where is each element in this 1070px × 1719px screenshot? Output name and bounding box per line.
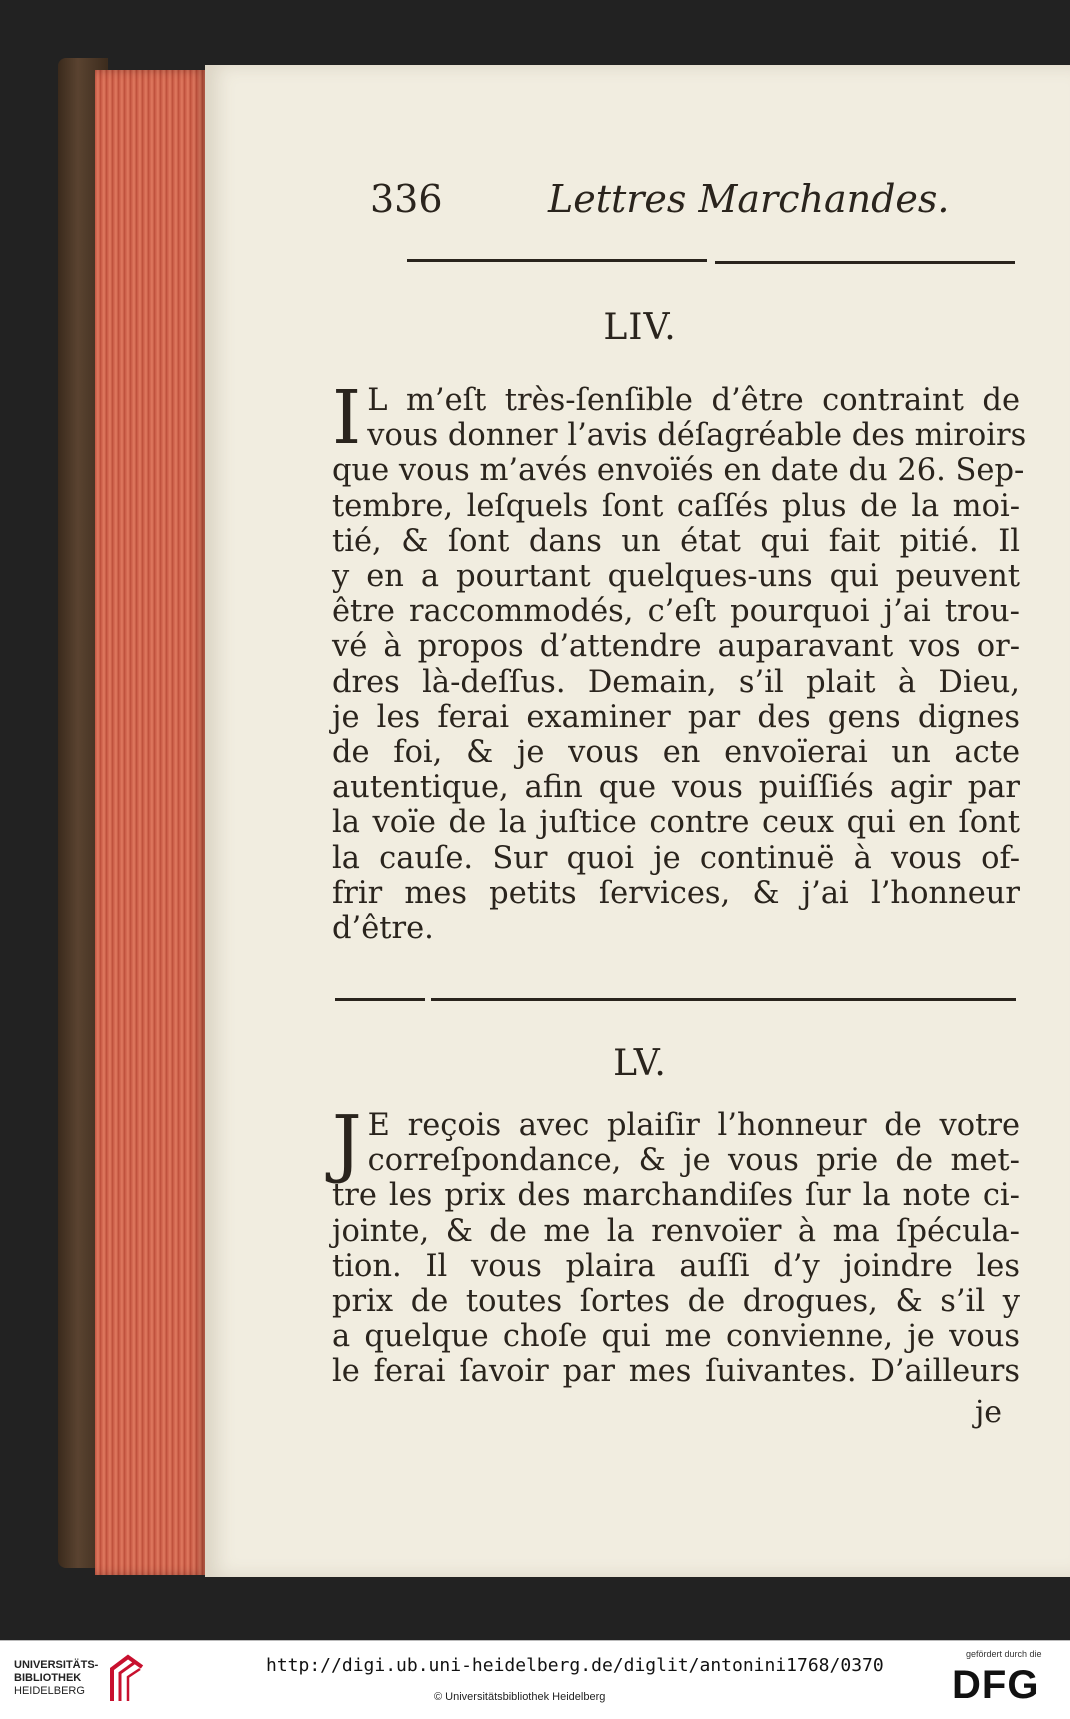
digitization-footer: [0, 1640, 1070, 1719]
header-rule-right: [715, 261, 1015, 264]
text-line: la voïe de la juſtice contre ceux qui en ſont: [332, 805, 1020, 841]
text-line: vous donner l’avis déſagréable des miroirs: [367, 418, 1027, 454]
book-page: [205, 65, 1070, 1577]
text-line: je les ferai examiner par des gens dignes: [332, 699, 1020, 735]
text-line: tié, & ſont dans un état qui fait pitié. Il: [332, 523, 1020, 559]
library-name: [14, 1659, 98, 1698]
letter-number-liv: LIV.: [603, 307, 677, 348]
catchword: je: [975, 1395, 1003, 1430]
letter-lv-body: [332, 1100, 1020, 1390]
running-title: Lettres Marchandes.: [548, 177, 950, 221]
text-line: dres là-deſſus. Demain, s’il plait à Dieu,: [332, 664, 1020, 700]
library-name-line: UNIVERSITÄTS-: [14, 1659, 99, 1671]
text-line: y en a pourtant quelques-uns qui peuvent: [332, 559, 1020, 595]
text-line: frir mes petits ſervices, & j’ai l’honneur: [332, 875, 1020, 911]
red-page-edges: [95, 70, 207, 1575]
text-line: être raccommodés, c’eſt pourquoi j’ai trou-: [332, 594, 1020, 630]
library-name-line: HEIDELBERG: [14, 1685, 85, 1697]
text-line: autentique, afin que vous puiſſiés agir par: [332, 770, 1020, 806]
text-line: d’être.: [332, 911, 434, 947]
text-line: L m’eſt très-ſenſible d’être contraint de: [367, 383, 1020, 418]
text-line: de foi, & je vous en envoïerai un acte: [332, 735, 1020, 771]
letter-number-lv: LV.: [613, 1043, 667, 1084]
copyright-notice: © Universitätsbibliothek Heidelberg: [434, 1691, 606, 1703]
text-line: tembre, leſquels ſont caſſés plus de la moi-: [332, 488, 1020, 524]
funded-by-label: gefördert durch die: [966, 1649, 1042, 1659]
library-logo-icon: [108, 1653, 146, 1705]
text-line: prix de toutes ſortes de drogues, & s’il y: [332, 1284, 1020, 1320]
text-line: tre les prix des marchandiſes ſur la note ci-: [332, 1178, 1020, 1214]
letter-liv-body: [332, 375, 1027, 947]
dfg-logo: DFG: [952, 1663, 1040, 1707]
text-line: vé à propos d’attendre auparavant vos or-: [332, 629, 1020, 665]
text-line: correſpondance, & je vous prie de met-: [367, 1143, 1020, 1179]
text-line: E reçois avec plaiſir l’honneur de votre: [367, 1108, 1020, 1143]
text-line: a quelque choſe qui me convienne, je vous: [332, 1319, 1020, 1355]
header-rule-left: [407, 259, 707, 262]
running-head: [370, 177, 1050, 237]
separator-rule-left: [335, 998, 425, 1001]
dropcap-j: J: [332, 1100, 362, 1186]
text-line: tion. Il vous plaira auſſi d’y joindre les: [332, 1248, 1020, 1284]
text-line: la cauſe. Sur quoi je continuë à vous of-: [332, 840, 1020, 876]
text-line: le ferai ſavoir par mes ſuivantes. D’ailleurs: [332, 1354, 1020, 1390]
library-name-line: BIBLIOTHEK: [14, 1672, 82, 1684]
page-number: 336: [370, 177, 443, 221]
dropcap-i: I: [332, 375, 362, 461]
permalink-url[interactable]: http://digi.ub.uni-heidelberg.de/diglit/antonini1768/0370: [266, 1655, 884, 1676]
separator-rule-right: [431, 998, 1016, 1001]
text-line: jointe, & de me la renvoïer à ma ſpécula-: [332, 1213, 1020, 1249]
text-line: que vous m’avés envoïés en date du 26. Sep-: [332, 453, 1025, 489]
